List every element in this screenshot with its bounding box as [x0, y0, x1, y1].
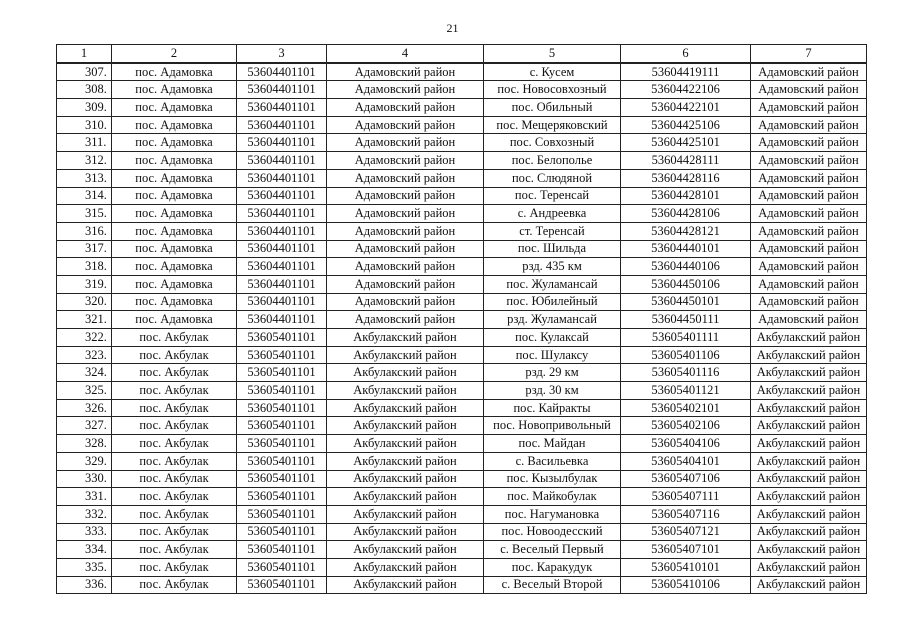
- district-cell: Акбулакский район: [327, 382, 484, 400]
- locality-cell: рзд. 435 км: [484, 258, 621, 276]
- table-row: [57, 311, 867, 329]
- settlement-code-cell: 53604401101: [237, 275, 327, 293]
- locality-code-cell: 53605401121: [621, 382, 751, 400]
- row-number-cell: 317.: [57, 240, 112, 258]
- settlement-code-cell: 53605401101: [237, 329, 327, 347]
- table-row: [57, 541, 867, 559]
- district-cell: Акбулакский район: [327, 576, 484, 594]
- table-row: [57, 63, 867, 81]
- locality-code-cell: 53604428106: [621, 205, 751, 223]
- row-number-cell: 310.: [57, 116, 112, 134]
- locality-district-cell: Адамовский район: [751, 222, 867, 240]
- locality-cell: пос. Юбилейный: [484, 293, 621, 311]
- table-row: [57, 169, 867, 187]
- row-number-cell: 311.: [57, 134, 112, 152]
- table-row: [57, 187, 867, 205]
- settlement-code-cell: 53604401101: [237, 99, 327, 117]
- district-cell: Акбулакский район: [327, 488, 484, 506]
- district-cell: Адамовский район: [327, 240, 484, 258]
- settlement-cell: пос. Адамовка: [112, 63, 237, 81]
- settlement-code-cell: 53605401101: [237, 541, 327, 559]
- district-cell: Акбулакский район: [327, 399, 484, 417]
- locality-district-cell: Акбулакский район: [751, 346, 867, 364]
- table-row: [57, 488, 867, 506]
- settlement-code-cell: 53604401101: [237, 311, 327, 329]
- settlement-cell: пос. Адамовка: [112, 187, 237, 205]
- settlement-cell: пос. Адамовка: [112, 240, 237, 258]
- settlement-cell: пос. Акбулак: [112, 382, 237, 400]
- district-cell: Адамовский район: [327, 152, 484, 170]
- settlement-cell: пос. Адамовка: [112, 258, 237, 276]
- locality-cell: с. Кусем: [484, 63, 621, 81]
- district-cell: Акбулакский район: [327, 523, 484, 541]
- column-header-3: 3: [237, 45, 327, 63]
- row-number-cell: 309.: [57, 99, 112, 117]
- locality-cell: пос. Кулаксай: [484, 329, 621, 347]
- table-row: [57, 364, 867, 382]
- row-number-cell: 318.: [57, 258, 112, 276]
- locality-code-cell: 53604428116: [621, 169, 751, 187]
- column-header-6: 6: [621, 45, 751, 63]
- table-row: [57, 505, 867, 523]
- table-row: [57, 205, 867, 223]
- locality-district-cell: Адамовский район: [751, 311, 867, 329]
- table-row: [57, 382, 867, 400]
- settlement-code-cell: 53605401101: [237, 470, 327, 488]
- locality-code-cell: 53604428111: [621, 152, 751, 170]
- settlement-cell: пос. Акбулак: [112, 558, 237, 576]
- locality-district-cell: Адамовский район: [751, 275, 867, 293]
- district-cell: Адамовский район: [327, 311, 484, 329]
- row-number-cell: 333.: [57, 523, 112, 541]
- locality-code-cell: 53604450101: [621, 293, 751, 311]
- district-cell: Акбулакский район: [327, 435, 484, 453]
- header-row: [57, 45, 867, 63]
- locality-district-cell: Адамовский район: [751, 152, 867, 170]
- table-row: [57, 470, 867, 488]
- locality-code-cell: 53605402101: [621, 399, 751, 417]
- row-number-cell: 312.: [57, 152, 112, 170]
- settlement-code-cell: 53604401101: [237, 240, 327, 258]
- row-number-cell: 307.: [57, 63, 112, 81]
- settlement-cell: пос. Акбулак: [112, 435, 237, 453]
- settlement-cell: пос. Акбулак: [112, 364, 237, 382]
- locality-code-cell: 53605407101: [621, 541, 751, 559]
- row-number-cell: 316.: [57, 222, 112, 240]
- locality-district-cell: Акбулакский район: [751, 364, 867, 382]
- row-number-cell: 314.: [57, 187, 112, 205]
- locality-district-cell: Адамовский район: [751, 293, 867, 311]
- page-number: 21: [446, 21, 459, 35]
- locality-code-cell: 53605410101: [621, 558, 751, 576]
- district-cell: Адамовский район: [327, 134, 484, 152]
- locality-code-cell: 53604425101: [621, 134, 751, 152]
- locality-code-cell: 53605407121: [621, 523, 751, 541]
- settlements-table: [56, 44, 867, 594]
- row-number-cell: 323.: [57, 346, 112, 364]
- locality-cell: пос. Шулаксу: [484, 346, 621, 364]
- locality-cell: пос. Слюдяной: [484, 169, 621, 187]
- settlement-code-cell: 53605401101: [237, 364, 327, 382]
- locality-code-cell: 53605407106: [621, 470, 751, 488]
- row-number-cell: 321.: [57, 311, 112, 329]
- locality-code-cell: 53604450111: [621, 311, 751, 329]
- locality-cell: пос. Новоодесский: [484, 523, 621, 541]
- row-number-cell: 315.: [57, 205, 112, 223]
- locality-code-cell: 53605407116: [621, 505, 751, 523]
- district-cell: Акбулакский район: [327, 505, 484, 523]
- locality-code-cell: 53605404106: [621, 435, 751, 453]
- row-number-cell: 328.: [57, 435, 112, 453]
- column-header-1: 1: [57, 45, 112, 63]
- settlement-cell: пос. Адамовка: [112, 81, 237, 99]
- locality-code-cell: 53604428101: [621, 187, 751, 205]
- settlement-cell: пос. Акбулак: [112, 452, 237, 470]
- locality-district-cell: Акбулакский район: [751, 435, 867, 453]
- settlement-cell: пос. Адамовка: [112, 169, 237, 187]
- locality-district-cell: Акбулакский район: [751, 576, 867, 594]
- table-row: [57, 329, 867, 347]
- table-row: [57, 346, 867, 364]
- table-row: [57, 152, 867, 170]
- district-cell: Акбулакский район: [327, 417, 484, 435]
- locality-code-cell: 53605401111: [621, 329, 751, 347]
- locality-district-cell: Адамовский район: [751, 205, 867, 223]
- locality-district-cell: Акбулакский район: [751, 417, 867, 435]
- locality-code-cell: 53605401116: [621, 364, 751, 382]
- settlement-code-cell: 53604401101: [237, 187, 327, 205]
- district-cell: Акбулакский район: [327, 329, 484, 347]
- settlement-cell: пос. Акбулак: [112, 346, 237, 364]
- table-row: [57, 275, 867, 293]
- table-row: [57, 293, 867, 311]
- locality-cell: пос. Новосовхозный: [484, 81, 621, 99]
- district-cell: Акбулакский район: [327, 452, 484, 470]
- column-header-2: 2: [112, 45, 237, 63]
- settlement-code-cell: 53605401101: [237, 558, 327, 576]
- locality-cell: пос. Кайракты: [484, 399, 621, 417]
- locality-cell: пос. Совхозный: [484, 134, 621, 152]
- settlement-code-cell: 53604401101: [237, 116, 327, 134]
- table-row: [57, 558, 867, 576]
- table-body: [57, 63, 867, 594]
- district-cell: Адамовский район: [327, 222, 484, 240]
- locality-cell: рзд. 30 км: [484, 382, 621, 400]
- settlement-cell: пос. Акбулак: [112, 470, 237, 488]
- locality-cell: пос. Майдан: [484, 435, 621, 453]
- settlement-code-cell: 53605401101: [237, 435, 327, 453]
- locality-district-cell: Акбулакский район: [751, 558, 867, 576]
- locality-code-cell: 53604422106: [621, 81, 751, 99]
- settlement-code-cell: 53604401101: [237, 293, 327, 311]
- table-row: [57, 99, 867, 117]
- settlement-cell: пос. Адамовка: [112, 311, 237, 329]
- locality-cell: пос. Жуламансай: [484, 275, 621, 293]
- locality-district-cell: Акбулакский район: [751, 452, 867, 470]
- locality-district-cell: Акбулакский район: [751, 470, 867, 488]
- settlement-cell: пос. Адамовка: [112, 275, 237, 293]
- settlement-cell: пос. Акбулак: [112, 541, 237, 559]
- locality-district-cell: Акбулакский район: [751, 329, 867, 347]
- row-number-cell: 308.: [57, 81, 112, 99]
- settlement-code-cell: 53604401101: [237, 63, 327, 81]
- locality-district-cell: Акбулакский район: [751, 488, 867, 506]
- locality-cell: пос. Обильный: [484, 99, 621, 117]
- table-row: [57, 258, 867, 276]
- settlement-cell: пос. Акбулак: [112, 505, 237, 523]
- locality-cell: рзд. 29 км: [484, 364, 621, 382]
- table-row: [57, 399, 867, 417]
- column-header-4: 4: [327, 45, 484, 63]
- table-header: [57, 45, 867, 63]
- row-number-cell: 334.: [57, 541, 112, 559]
- district-cell: Адамовский район: [327, 258, 484, 276]
- locality-district-cell: Адамовский район: [751, 134, 867, 152]
- locality-district-cell: Адамовский район: [751, 116, 867, 134]
- table-row: [57, 222, 867, 240]
- row-number-cell: 330.: [57, 470, 112, 488]
- settlement-code-cell: 53605401101: [237, 452, 327, 470]
- locality-cell: с. Андреевка: [484, 205, 621, 223]
- district-cell: Адамовский район: [327, 81, 484, 99]
- locality-district-cell: Акбулакский район: [751, 505, 867, 523]
- column-header-5: 5: [484, 45, 621, 63]
- settlement-cell: пос. Акбулак: [112, 488, 237, 506]
- row-number-cell: 327.: [57, 417, 112, 435]
- locality-cell: пос. Нагумановка: [484, 505, 621, 523]
- settlement-cell: пос. Акбулак: [112, 576, 237, 594]
- locality-district-cell: Адамовский район: [751, 81, 867, 99]
- table-row: [57, 452, 867, 470]
- settlement-code-cell: 53605401101: [237, 576, 327, 594]
- district-cell: Адамовский район: [327, 187, 484, 205]
- settlement-code-cell: 53604401101: [237, 169, 327, 187]
- locality-cell: рзд. Жуламансай: [484, 311, 621, 329]
- table-row: [57, 523, 867, 541]
- row-number-cell: 313.: [57, 169, 112, 187]
- row-number-cell: 332.: [57, 505, 112, 523]
- row-number-cell: 319.: [57, 275, 112, 293]
- settlement-code-cell: 53605401101: [237, 399, 327, 417]
- locality-district-cell: Акбулакский район: [751, 382, 867, 400]
- row-number-cell: 324.: [57, 364, 112, 382]
- locality-code-cell: 53604428121: [621, 222, 751, 240]
- locality-cell: пос. Шильда: [484, 240, 621, 258]
- settlement-cell: пос. Акбулак: [112, 399, 237, 417]
- row-number-cell: 329.: [57, 452, 112, 470]
- settlement-code-cell: 53604401101: [237, 205, 327, 223]
- settlement-code-cell: 53605401101: [237, 382, 327, 400]
- district-cell: Адамовский район: [327, 99, 484, 117]
- column-header-7: 7: [751, 45, 867, 63]
- locality-cell: пос. Кызылбулак: [484, 470, 621, 488]
- locality-cell: пос. Каракудук: [484, 558, 621, 576]
- locality-cell: с. Веселый Второй: [484, 576, 621, 594]
- locality-cell: пос. Мещеряковский: [484, 116, 621, 134]
- district-cell: Адамовский район: [327, 63, 484, 81]
- locality-district-cell: Адамовский район: [751, 187, 867, 205]
- locality-district-cell: Акбулакский район: [751, 541, 867, 559]
- table-row: [57, 576, 867, 594]
- row-number-cell: 336.: [57, 576, 112, 594]
- locality-district-cell: Акбулакский район: [751, 523, 867, 541]
- locality-code-cell: 53605401106: [621, 346, 751, 364]
- settlement-cell: пос. Акбулак: [112, 417, 237, 435]
- locality-district-cell: Адамовский район: [751, 63, 867, 81]
- settlement-code-cell: 53605401101: [237, 488, 327, 506]
- locality-district-cell: Адамовский район: [751, 169, 867, 187]
- settlement-cell: пос. Акбулак: [112, 329, 237, 347]
- locality-district-cell: Адамовский район: [751, 99, 867, 117]
- district-cell: Адамовский район: [327, 205, 484, 223]
- locality-cell: ст. Теренсай: [484, 222, 621, 240]
- settlement-code-cell: 53605401101: [237, 523, 327, 541]
- settlement-cell: пос. Акбулак: [112, 523, 237, 541]
- locality-code-cell: 53604422101: [621, 99, 751, 117]
- locality-code-cell: 53605407111: [621, 488, 751, 506]
- locality-code-cell: 53604450106: [621, 275, 751, 293]
- district-cell: Адамовский район: [327, 275, 484, 293]
- settlement-code-cell: 53604401101: [237, 152, 327, 170]
- district-cell: Акбулакский район: [327, 364, 484, 382]
- locality-code-cell: 53604440101: [621, 240, 751, 258]
- district-cell: Акбулакский район: [327, 541, 484, 559]
- district-cell: Адамовский район: [327, 169, 484, 187]
- locality-cell: пос. Теренсай: [484, 187, 621, 205]
- row-number-cell: 322.: [57, 329, 112, 347]
- table-row: [57, 116, 867, 134]
- settlement-code-cell: 53605401101: [237, 417, 327, 435]
- table-row: [57, 134, 867, 152]
- locality-cell: пос. Майкобулак: [484, 488, 621, 506]
- district-cell: Акбулакский район: [327, 346, 484, 364]
- row-number-cell: 335.: [57, 558, 112, 576]
- locality-cell: с. Веселый Первый: [484, 541, 621, 559]
- row-number-cell: 331.: [57, 488, 112, 506]
- settlement-code-cell: 53605401101: [237, 346, 327, 364]
- table-row: [57, 240, 867, 258]
- locality-code-cell: 53604440106: [621, 258, 751, 276]
- settlement-cell: пос. Адамовка: [112, 99, 237, 117]
- row-number-cell: 320.: [57, 293, 112, 311]
- settlement-cell: пос. Адамовка: [112, 205, 237, 223]
- locality-cell: пос. Белополье: [484, 152, 621, 170]
- table-row: [57, 435, 867, 453]
- locality-district-cell: Адамовский район: [751, 240, 867, 258]
- settlement-code-cell: 53604401101: [237, 258, 327, 276]
- locality-code-cell: 53605402106: [621, 417, 751, 435]
- district-cell: Адамовский район: [327, 116, 484, 134]
- locality-code-cell: 53604419111: [621, 63, 751, 81]
- district-cell: Акбулакский район: [327, 558, 484, 576]
- settlement-cell: пос. Адамовка: [112, 293, 237, 311]
- settlement-code-cell: 53604401101: [237, 134, 327, 152]
- row-number-cell: 326.: [57, 399, 112, 417]
- settlement-code-cell: 53605401101: [237, 505, 327, 523]
- table-row: [57, 417, 867, 435]
- table-row: [57, 81, 867, 99]
- locality-district-cell: Адамовский район: [751, 258, 867, 276]
- settlement-cell: пос. Адамовка: [112, 116, 237, 134]
- district-cell: Адамовский район: [327, 293, 484, 311]
- locality-code-cell: 53605410106: [621, 576, 751, 594]
- settlement-cell: пос. Адамовка: [112, 152, 237, 170]
- settlement-code-cell: 53604401101: [237, 81, 327, 99]
- locality-district-cell: Акбулакский район: [751, 399, 867, 417]
- settlement-cell: пос. Адамовка: [112, 134, 237, 152]
- settlement-code-cell: 53604401101: [237, 222, 327, 240]
- settlement-cell: пос. Адамовка: [112, 222, 237, 240]
- locality-code-cell: 53604425106: [621, 116, 751, 134]
- locality-code-cell: 53605404101: [621, 452, 751, 470]
- locality-cell: пос. Новопривольный: [484, 417, 621, 435]
- row-number-cell: 325.: [57, 382, 112, 400]
- locality-cell: с. Васильевка: [484, 452, 621, 470]
- district-cell: Акбулакский район: [327, 470, 484, 488]
